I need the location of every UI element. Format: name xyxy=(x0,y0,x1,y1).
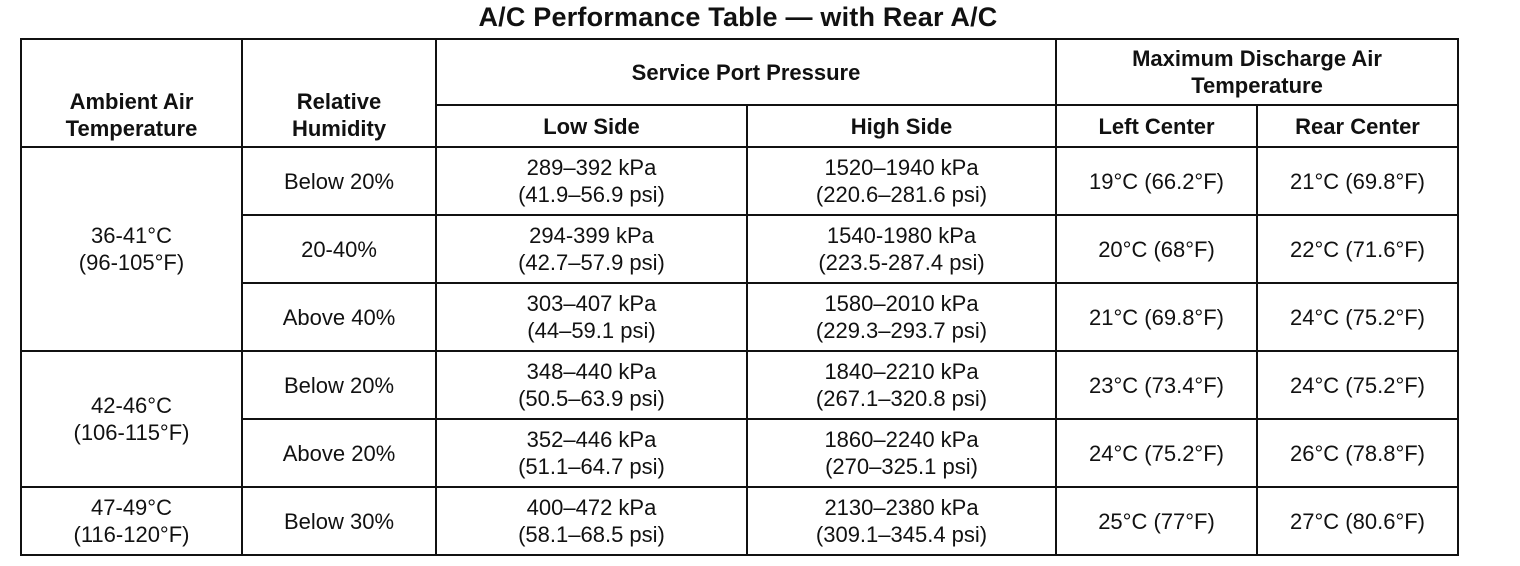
left-center-temp-cell: 20°C (68°F) xyxy=(1056,215,1257,283)
high-side-pressure-cell: 1840–2210 kPa (267.1–320.8 psi) xyxy=(747,351,1056,419)
low-side-pressure-cell: 352–446 kPa (51.1–64.7 psi) xyxy=(436,419,747,487)
relative-humidity-cell: Below 30% xyxy=(242,487,436,555)
high-side-pressure-cell: 1540-1980 kPa (223.5-287.4 psi) xyxy=(747,215,1056,283)
low-side-pressure-cell: 289–392 kPa (41.9–56.9 psi) xyxy=(436,147,747,215)
left-center-temp-cell: 21°C (69.8°F) xyxy=(1056,283,1257,351)
ambient-temperature-cell: 42-46°C (106-115°F) xyxy=(21,351,242,487)
rear-center-temp-cell: 22°C (71.6°F) xyxy=(1257,215,1458,283)
low-side-pressure-cell: 294-399 kPa (42.7–57.9 psi) xyxy=(436,215,747,283)
left-center-temp-cell: 25°C (77°F) xyxy=(1056,487,1257,555)
high-side-pressure-cell: 2130–2380 kPa (309.1–345.4 psi) xyxy=(747,487,1056,555)
left-center-temp-cell: 19°C (66.2°F) xyxy=(1056,147,1257,215)
high-side-pressure-cell: 1520–1940 kPa (220.6–281.6 psi) xyxy=(747,147,1056,215)
high-side-pressure-cell: 1860–2240 kPa (270–325.1 psi) xyxy=(747,419,1056,487)
table-row xyxy=(21,147,1458,215)
rear-center-temp-cell: 27°C (80.6°F) xyxy=(1257,487,1458,555)
header-rear-center: Rear Center xyxy=(1257,105,1458,147)
low-side-pressure-cell: 348–440 kPa (50.5–63.9 psi) xyxy=(436,351,747,419)
header-service-port-pressure: Service Port Pressure xyxy=(436,39,1056,105)
left-center-temp-cell: 23°C (73.4°F) xyxy=(1056,351,1257,419)
ac-performance-table xyxy=(20,38,1459,556)
header-maximum-discharge-air-temperature: Maximum Discharge Air Temperature xyxy=(1056,39,1458,105)
header-ambient-air-temperature: Ambient Air Temperature xyxy=(21,39,242,147)
rear-center-temp-cell: 24°C (75.2°F) xyxy=(1257,283,1458,351)
left-center-temp-cell: 24°C (75.2°F) xyxy=(1056,419,1257,487)
rear-center-temp-cell: 26°C (78.8°F) xyxy=(1257,419,1458,487)
low-side-pressure-cell: 303–407 kPa (44–59.1 psi) xyxy=(436,283,747,351)
table-row xyxy=(21,351,1458,419)
header-left-center: Left Center xyxy=(1056,105,1257,147)
table-body xyxy=(21,147,1458,555)
relative-humidity-cell: 20-40% xyxy=(242,215,436,283)
ambient-temperature-cell: 36-41°C (96-105°F) xyxy=(21,147,242,351)
rear-center-temp-cell: 21°C (69.8°F) xyxy=(1257,147,1458,215)
relative-humidity-cell: Above 40% xyxy=(242,283,436,351)
header-relative-humidity: Relative Humidity xyxy=(242,39,436,147)
rear-center-temp-cell: 24°C (75.2°F) xyxy=(1257,351,1458,419)
relative-humidity-cell: Below 20% xyxy=(242,147,436,215)
low-side-pressure-cell: 400–472 kPa (58.1–68.5 psi) xyxy=(436,487,747,555)
table-row xyxy=(21,487,1458,555)
ambient-temperature-cell: 47-49°C (116-120°F) xyxy=(21,487,242,555)
relative-humidity-cell: Above 20% xyxy=(242,419,436,487)
page-title: A/C Performance Table — with Rear A/C xyxy=(478,2,998,32)
relative-humidity-cell: Below 20% xyxy=(242,351,436,419)
header-high-side: High Side xyxy=(747,105,1056,147)
high-side-pressure-cell: 1580–2010 kPa (229.3–293.7 psi) xyxy=(747,283,1056,351)
header-low-side: Low Side xyxy=(436,105,747,147)
